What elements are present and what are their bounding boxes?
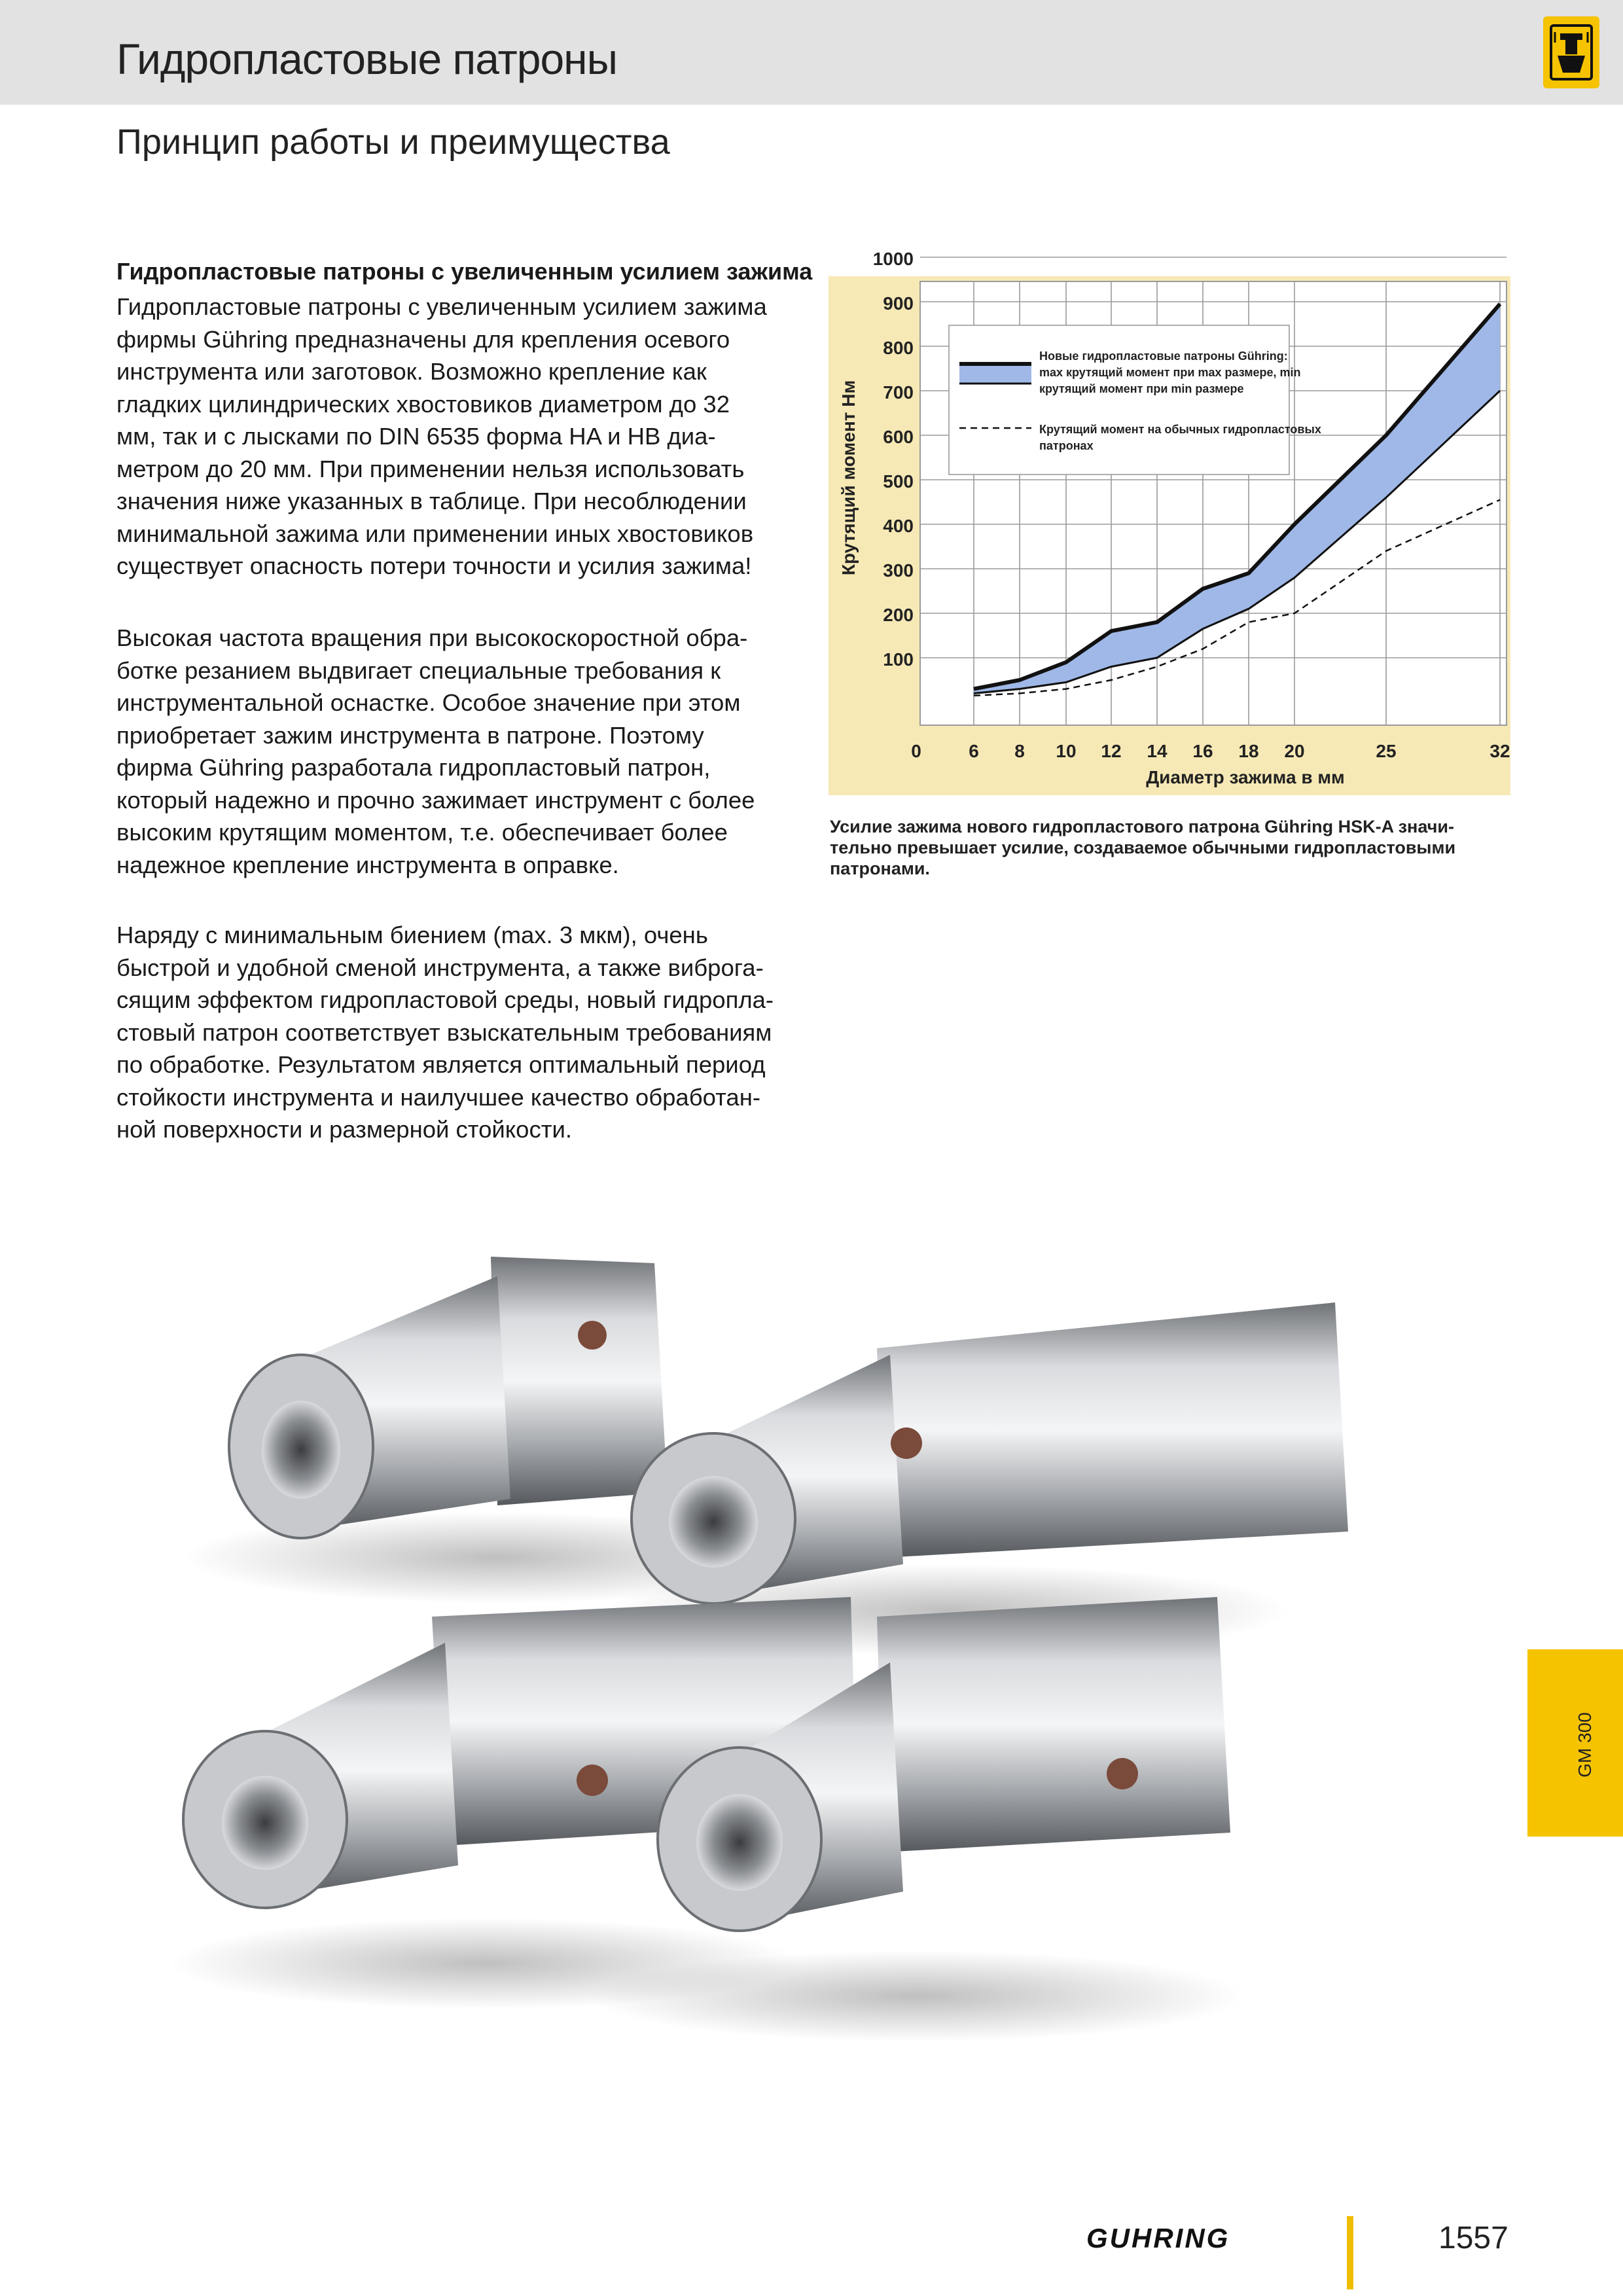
- text-line: быстрой и удобной сменой инструмента, а также виброга-: [116, 954, 764, 981]
- x-tick-label: 16: [1192, 741, 1213, 761]
- x-axis-label: Диаметр зажима в мм: [1146, 767, 1345, 787]
- x-tick-label: 8: [1014, 741, 1025, 761]
- x-tick-label: 18: [1238, 741, 1259, 761]
- page-number: 1557: [1438, 2221, 1508, 2255]
- text-line: существует опасность потери точности и усилия зажима!: [116, 552, 752, 579]
- torque-chart-svg: [829, 249, 1510, 795]
- caption-line: Усилие зажима нового гидропластового патрона Gühring HSK-A значи-: [830, 817, 1454, 836]
- legend-label: Новые гидропластовые патроны Gühring:: [1039, 350, 1288, 363]
- y-tick-label: 700: [883, 382, 914, 403]
- x-tick-label: 32: [1489, 741, 1510, 761]
- chucks-product-photo: [196, 1191, 1440, 2094]
- text-line: фирма Gühring разработала гидропластовый патрон,: [116, 754, 711, 781]
- text-line: гладких цилиндрических хвостовиков диаметром до 32: [116, 390, 730, 418]
- text-line: значения ниже указанных в таблице. При несоблюдении: [116, 488, 747, 514]
- text-line: Наряду с минимальным биением (max. 3 мкм), очень: [116, 922, 708, 948]
- footer-divider: [1347, 2216, 1353, 2289]
- chuck-sk-top-right: [609, 1302, 1348, 1656]
- side-tab-label: GM 300: [1574, 1712, 1595, 1778]
- text-line: надежное крепление инструмента в оправке.: [116, 851, 619, 878]
- y-tick-label: 300: [883, 560, 914, 581]
- guhring-logo: GUHRING: [1086, 2223, 1230, 2253]
- text-line: фирмы Gühring предназначены для крепления осевого: [116, 325, 730, 353]
- paragraph-intro: [116, 291, 823, 583]
- text-line: метром до 20 мм. При применении нельзя использовать: [116, 455, 745, 482]
- text-line: мм, так и с лысками по DIN 6535 форма HA и HB диа-: [116, 423, 716, 450]
- text-line: Гидропластовые патроны с увеличенным усилием зажима: [116, 293, 767, 320]
- text-line: инструмента или заготовок. Возможно крепление как: [116, 358, 707, 385]
- y-tick-label: 500: [883, 471, 914, 492]
- x-tick-label: 0: [911, 741, 921, 761]
- text-line: приобретает зажим инструмента в патроне. Поэтому: [116, 721, 704, 749]
- x-tick-label: 14: [1147, 741, 1168, 761]
- y-tick-label: 900: [883, 293, 914, 314]
- x-tick-label: 20: [1284, 741, 1305, 761]
- legend-band-swatch: [959, 364, 1031, 384]
- text-line: ной поверхности и размерной стойкости.: [116, 1116, 572, 1143]
- text-line: по обработке. Результатом является оптимальный период: [116, 1051, 766, 1078]
- y-tick-label: 800: [883, 338, 914, 358]
- paragraph-high-speed: [116, 622, 823, 881]
- text-line: высоким крутящим моментом, т.е. обеспечивает более: [116, 819, 728, 846]
- text-line: инструментальной оснастке. Особое значение при этом: [116, 689, 741, 716]
- legend-label: патронах: [1039, 439, 1094, 452]
- text-line: сящим эффектом гидропластовой среды, новый гидропла-: [116, 986, 774, 1013]
- y-tick-label: 200: [883, 605, 914, 625]
- caption-line: тельно превышает усилие, создаваемое обычными гидропластовыми: [830, 838, 1456, 857]
- x-tick-label: 10: [1056, 741, 1077, 761]
- legend-label: max крутящий момент при max размере, min: [1039, 366, 1301, 379]
- legend-label: крутящий момент при min размере: [1039, 382, 1244, 395]
- text-line: минимальной зажима или применении иных хвостовиков: [116, 520, 754, 547]
- text-line: стовый патрон соответствует взыскательным требованиям: [116, 1018, 772, 1046]
- x-tick-label: 25: [1376, 741, 1397, 761]
- section-heading: Гидропластовые патроны с увеличенным усилием зажима: [116, 258, 813, 285]
- text-line: который надежно и прочно зажимает инструмент с более: [116, 786, 755, 814]
- caption-line: патронами.: [830, 859, 930, 878]
- chart-caption: [830, 816, 1455, 879]
- x-tick-label: 12: [1101, 741, 1122, 761]
- y-tick-label: 600: [883, 427, 914, 447]
- y-tick-label: 100: [883, 649, 914, 670]
- paragraph-advantages: [116, 919, 823, 1146]
- legend-box: [949, 325, 1289, 475]
- text-line: стойкости инструмента и наилучшее качество обработан-: [116, 1083, 761, 1111]
- torque-chart: [829, 249, 1510, 795]
- text-line: Высокая частота вращения при высокоскоростной обра-: [116, 624, 748, 651]
- text-line: ботке резанием выдвигает специальные требования к: [116, 656, 721, 684]
- y-axis-label: Крутящий момент Нм: [838, 380, 859, 576]
- page-subtitle: Принцип работы и преимущества: [116, 122, 670, 162]
- x-tick-label: 6: [969, 741, 979, 761]
- page-title: Гидропластовые патроны: [116, 35, 618, 83]
- chuck-category-icon[interactable]: [1543, 16, 1599, 88]
- y-tick-label: 400: [883, 516, 914, 536]
- y-tick-label: 1000: [872, 249, 914, 269]
- legend-label: Крутящий момент на обычных гидропластовых: [1039, 423, 1321, 436]
